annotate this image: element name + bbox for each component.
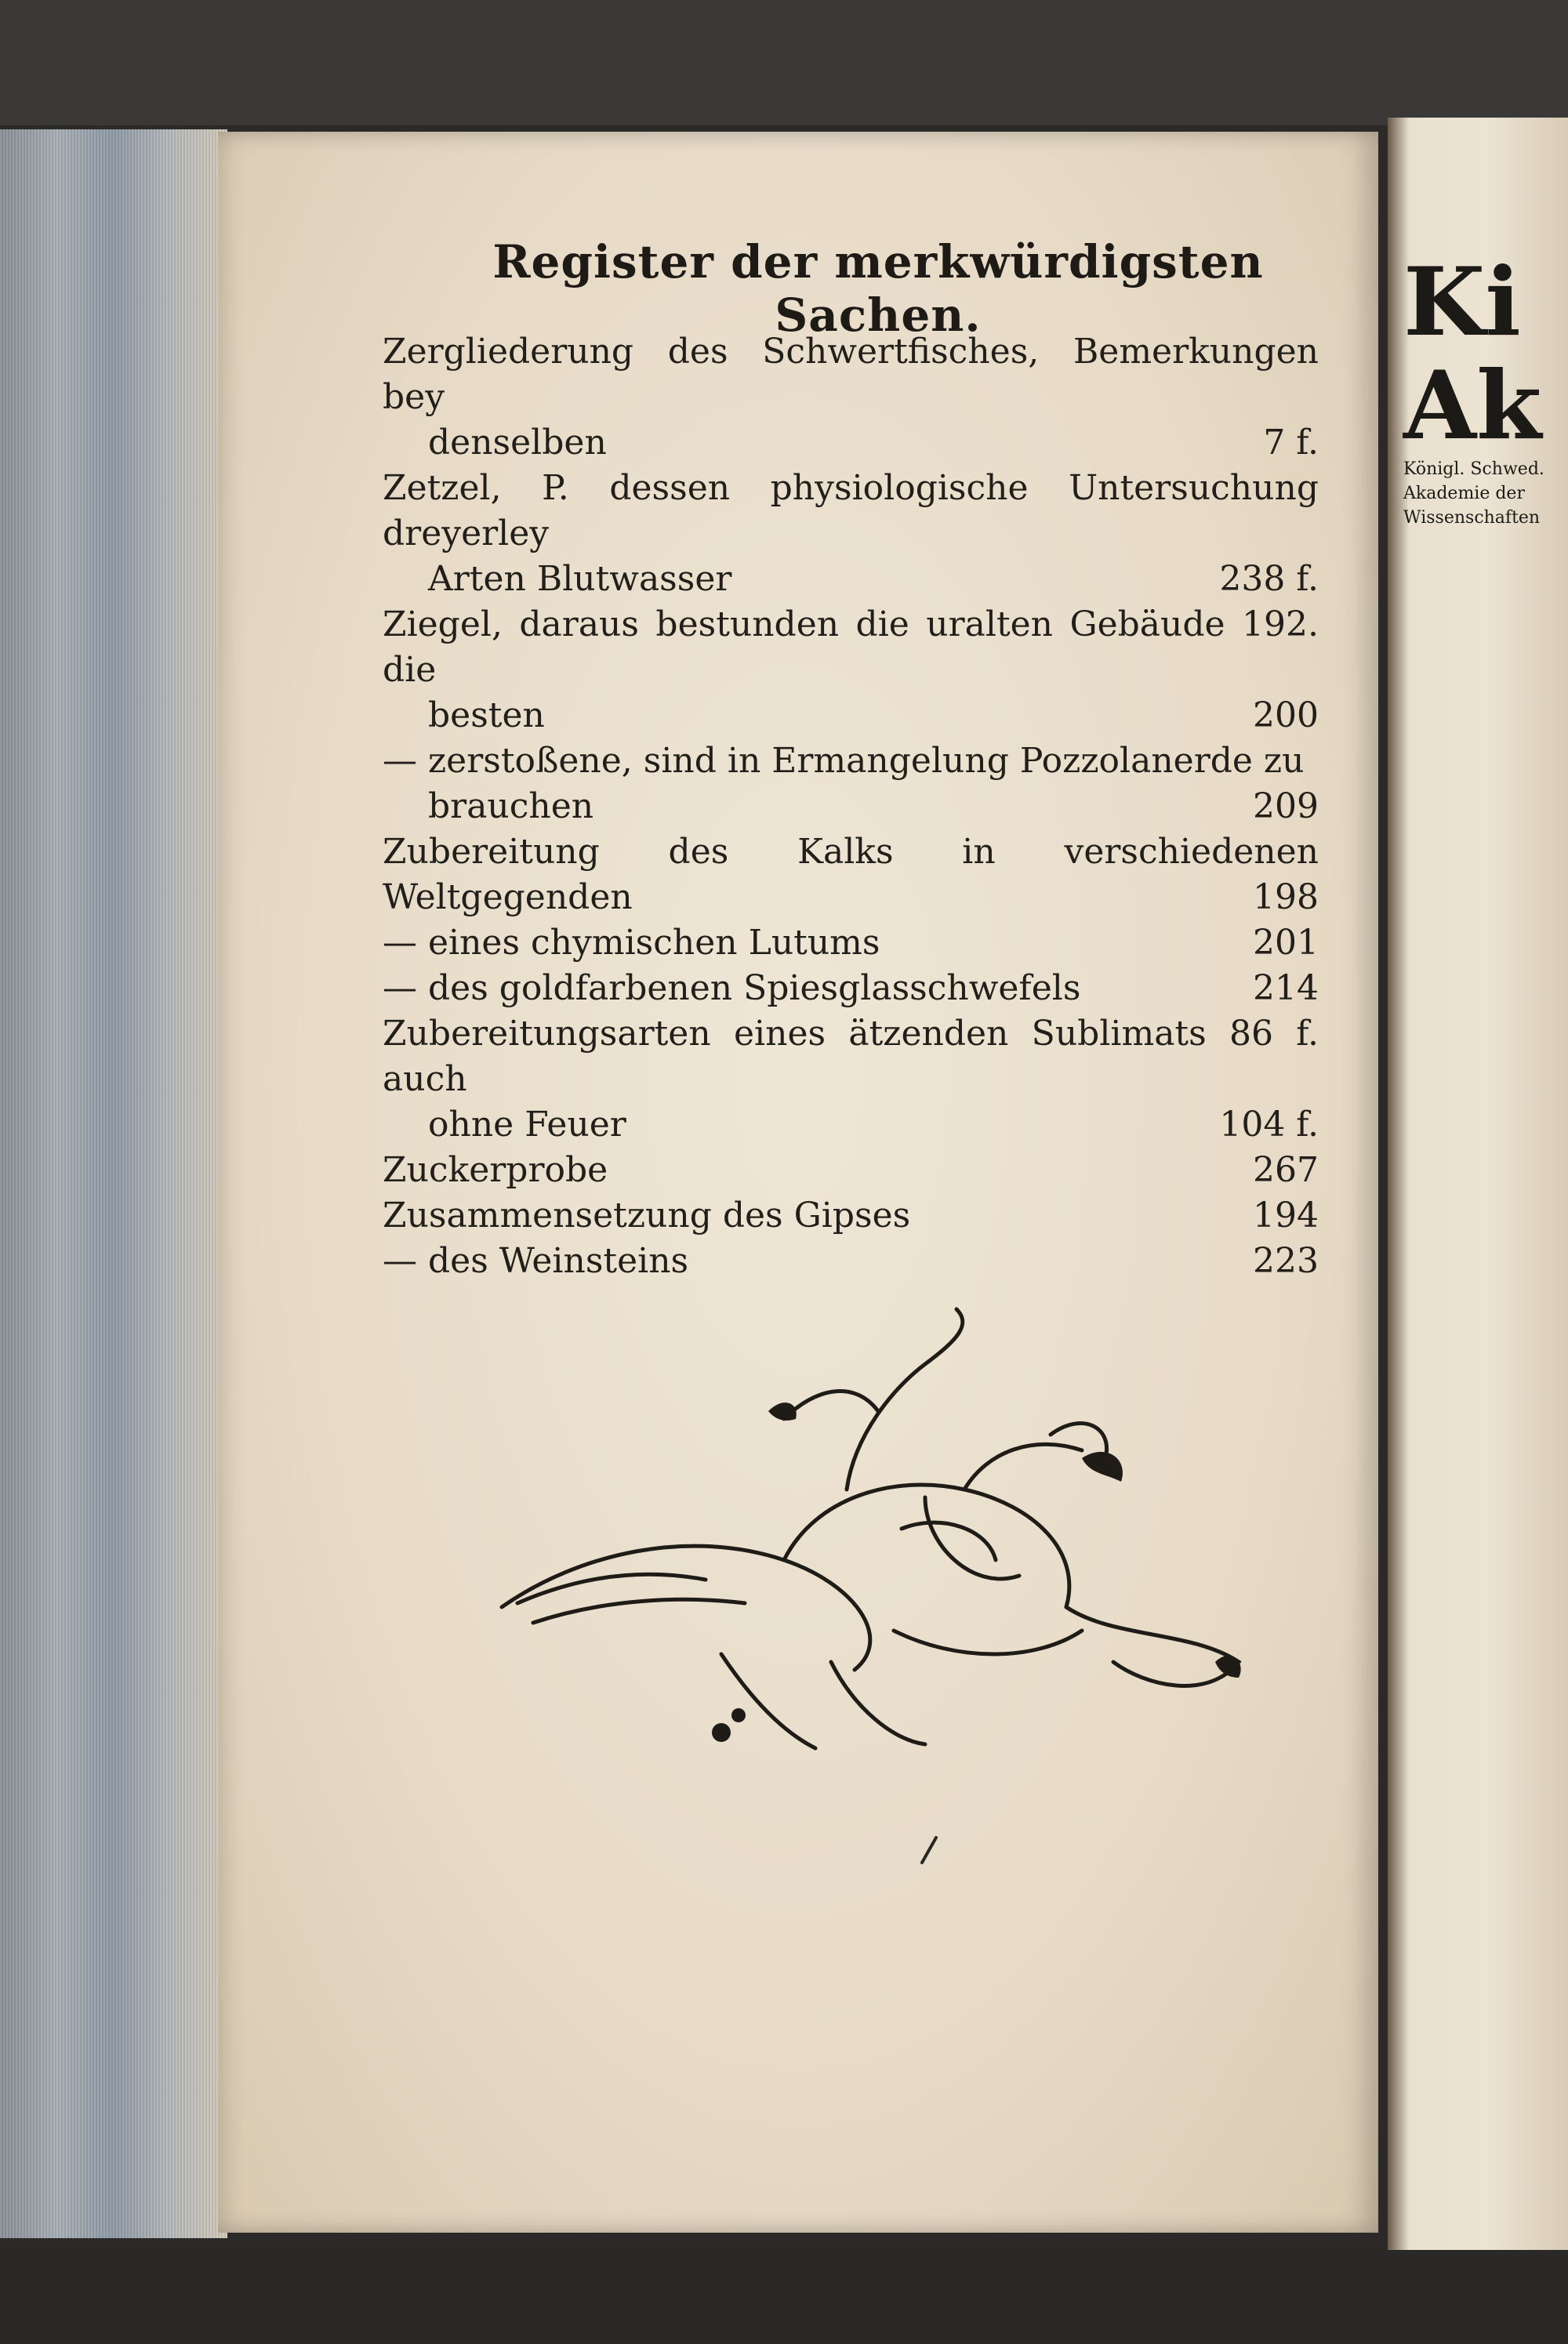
entry-continuation: denselben [428, 423, 607, 463]
index-entry [383, 920, 1319, 966]
entry-continuation: ohne Feuer [428, 1105, 626, 1145]
index-entry [383, 329, 1319, 466]
entry-continuation: Arten Blutwasser [428, 559, 732, 599]
entry-text: Zubereitung des Kalks in verschiedenen Weltgegenden [383, 832, 1319, 917]
ink-mark-icon [917, 1834, 941, 1866]
entry-text: — eines chymischen Lutums [383, 923, 880, 963]
entry-text: Zergliederung des Schwertfisches, Bemerkungen bey [383, 332, 1319, 417]
entry-page-number: 223 [1253, 1241, 1319, 1281]
index-entry [383, 1193, 1319, 1239]
entry-page-number: 194 [1253, 1196, 1319, 1235]
entry-page-number: 200 [1253, 695, 1319, 735]
index-entries [383, 329, 1319, 1284]
entry-text: Zuckerprobe [383, 1150, 608, 1190]
backdrop-bottom [0, 2242, 1568, 2344]
spine-fragment-b: Ak [1403, 350, 1542, 461]
entry-text: — zerstoßene, sind in Ermangelung Pozzolanerde zu [383, 741, 1305, 781]
entry-page-number: 267 [1253, 1150, 1319, 1190]
page-title: Register der merkwürdigsten Sachen. [492, 235, 1264, 342]
spine-fragment-a: Ki [1403, 247, 1521, 357]
entry-text: — des Weinsteins [383, 1241, 689, 1281]
index-entry [383, 966, 1319, 1011]
backdrop-top [0, 0, 1568, 125]
entry-page-number: 238 f. [1219, 559, 1319, 599]
entry-page-number: 198 [1253, 877, 1319, 917]
entry-page-number: 209 [1253, 786, 1319, 826]
entry-text: Zusammensetzung des Gipses [383, 1196, 911, 1235]
index-entry [383, 602, 1319, 738]
index-entry [383, 829, 1319, 920]
index-entry [383, 1148, 1319, 1193]
entry-page-number: 201 [1253, 923, 1319, 963]
entry-text: Zetzel, P. dessen physiologische Untersuchung dreyerley [383, 468, 1319, 553]
adjacent-book-spine [1403, 247, 1552, 530]
entry-continuation: brauchen [428, 786, 594, 826]
entry-text: Ziegel, daraus bestunden die uralten Gebäude 192. die [383, 604, 1319, 690]
entry-continuation: besten [428, 695, 545, 735]
entry-page-number: 214 [1253, 968, 1319, 1008]
floral-ornament-icon [486, 1294, 1254, 1764]
entry-text: — des goldfarbenen Spiesglasschwefels [383, 968, 1081, 1008]
index-entry [383, 1239, 1319, 1284]
entry-page-number: 7 f. [1263, 423, 1319, 463]
entry-page-number: 104 f. [1219, 1105, 1319, 1145]
entry-text: Zubereitungsarten eines ätzenden Sublimats 86 f. auch [383, 1014, 1319, 1099]
index-entry [383, 466, 1319, 602]
index-entry [383, 1011, 1319, 1148]
spine-fragment-text: Königl. Schwed. Akademie der Wissenschaften [1403, 459, 1544, 528]
book-page-edges [0, 129, 227, 2238]
index-entry [383, 738, 1319, 829]
